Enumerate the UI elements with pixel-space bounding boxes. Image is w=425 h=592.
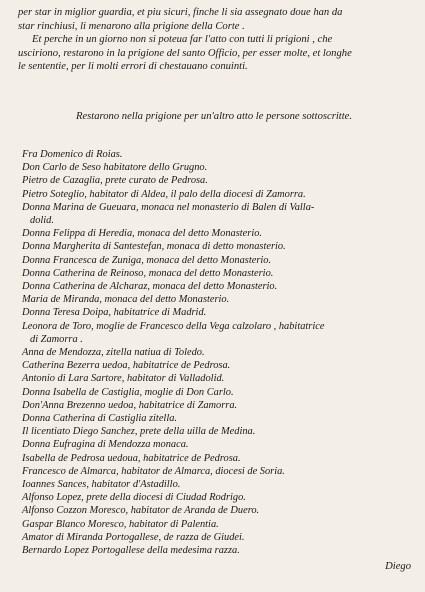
intro-line: star rinchiusi, li menarono alla prigione della Corte .: [18, 20, 245, 32]
list-item: Pietro de Cazaglia, prete curato de Pedrosa.: [22, 175, 208, 187]
list-item: Il licentiato Diego Sanchez, prete della uilla de Medina.: [22, 426, 256, 438]
list-item: Alfonso Lopez, prete della diocesi di Ciudad Rodrigo.: [22, 492, 246, 504]
list-item: Ioannes Sances, habitator d'Astadillo.: [22, 479, 181, 491]
list-item: Francesco de Almarca, habitator de Almarca, diocesi de Soria.: [22, 465, 285, 477]
section-heading: Restarono nella prigione per un'altro atto le persone sottoscritte.: [75, 111, 352, 122]
list-item: Isabella de Pedrosa uedoua, habitatrice de Pedrosa.: [22, 452, 241, 464]
intro-text: [18, 6, 410, 74]
list-item: Antonio di Lara Sartore, habitator di Valladolid.: [22, 373, 225, 385]
list-item: Catherina Bezerra uedoa, habitatrice de Pedrosa.: [22, 360, 231, 372]
list-item: Donna Catherina de Reinoso, monaca del detto Monasterio.: [22, 267, 274, 279]
list-item: Pietro Soteglio, habitator di Aldea, il palo della diocesi di Zamorra.: [22, 188, 306, 200]
list-item: Amator di Miranda Portogallese, de razza de Giudei.: [22, 531, 245, 543]
intro-line: usciriono, restarono in la prigione del santo Officio, per esser molte, et longhe: [18, 47, 352, 59]
list-item: Fra Domenico di Roias.: [22, 149, 123, 160]
list-item: Don Carlo de Seso habitatore dello Grugno.: [22, 162, 208, 174]
intro-line: per star in miglior guardia, et piu sicuri, finche li sia assegnato doue han da: [18, 7, 343, 18]
list-item: Donna Catherina de Alcharaz, monaca del detto Monasterio.: [22, 281, 278, 293]
prisoner-list: [22, 148, 394, 557]
list-item: Maria de Miranda, monaca del detto Monasterio.: [22, 294, 230, 306]
list-item: Leonora de Toro, moglie de Francesco della Vega calzolaro , habitatrice: [22, 320, 325, 332]
list-item: Donna Teresa Doipa, habitatrice di Madrid.: [22, 307, 207, 319]
list-item: Bernardo Lopez Portogallese della medesima razza.: [22, 545, 240, 557]
list-item-continuation: di Zamorra .: [30, 333, 83, 345]
list-item: Alfonso Cozzon Moresco, habitator de Aranda de Duero.: [22, 505, 260, 517]
list-item-continuation: dolid.: [30, 215, 54, 227]
list-item: Donna Margherita di Santestefan, monaca di detto monasterio.: [22, 241, 286, 253]
list-item: Donna Felippa di Heredia, monaca del detto Monasterio.: [22, 228, 263, 240]
list-item: Donna Catherina di Castiglia zitella.: [22, 413, 178, 425]
list-item: Donna Isabella de Castiglia, moglie di Don Carlo.: [22, 386, 234, 398]
list-item: Don'Anna Brezenno uedoa, habitatrice di Zamorra.: [22, 399, 238, 411]
list-item: Donna Francesca de Zuniga, monaca del detto Monasterio.: [22, 254, 272, 266]
list-item: Donna Marina de Gueuara, monaca nel monasterio di Balen di Valla-: [22, 201, 315, 213]
intro-line: Et perche in un giorno non si poteua far l'atto con tutti li prigioni , che: [32, 34, 333, 46]
list-item: Donna Eufragina di Mendozza monaca.: [22, 439, 189, 451]
intro-line: le sententie, per li molti errori di chestauano conuinti.: [18, 61, 248, 73]
list-item: Anna de Mendozza, zitella natiua di Toledo.: [22, 347, 205, 359]
catchword: Diego: [385, 561, 411, 572]
list-item: Gaspar Blanco Moresco, habitator di Palentia.: [22, 518, 219, 530]
